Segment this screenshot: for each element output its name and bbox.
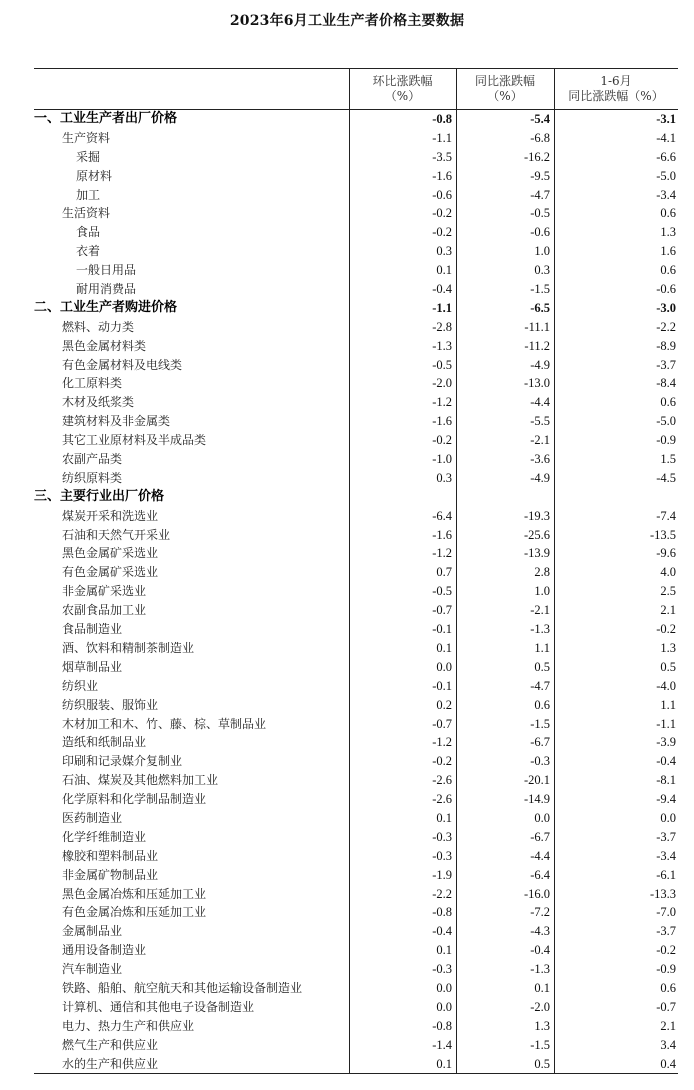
cell-yoy: -6.7 bbox=[530, 829, 550, 844]
cell-mom: 0.3 bbox=[436, 244, 452, 259]
cell-mom: -1.2 bbox=[432, 546, 452, 561]
cell-ytd: 3.4 bbox=[660, 1037, 676, 1052]
row-label: 铁路、船舶、航空航天和其他运输设备制造业 bbox=[62, 980, 303, 995]
cell-yoy: -3.6 bbox=[530, 452, 550, 467]
cell-yoy: -9.5 bbox=[530, 168, 550, 183]
table-row bbox=[34, 885, 678, 904]
cell-ytd: -3.4 bbox=[656, 187, 676, 202]
table-row bbox=[34, 790, 678, 809]
table-row bbox=[34, 242, 678, 261]
table-row bbox=[34, 129, 678, 148]
row-label: 计算机、通信和其他电子设备制造业 bbox=[62, 999, 255, 1014]
cell-yoy: -6.5 bbox=[530, 300, 550, 315]
table-row bbox=[34, 167, 678, 186]
row-label: 耐用消费品 bbox=[76, 282, 137, 297]
cell-ytd: -0.4 bbox=[656, 754, 676, 769]
table-row bbox=[34, 998, 678, 1017]
row-label: 黑色金属冶炼和压延加工业 bbox=[62, 886, 207, 901]
table-row bbox=[34, 337, 678, 356]
cell-mom: 0.0 bbox=[436, 659, 452, 674]
header-ytd-line1: 1-6月 bbox=[600, 74, 632, 88]
price-data-table bbox=[34, 68, 678, 1074]
cell-mom: -2.6 bbox=[432, 792, 452, 807]
table-row bbox=[34, 903, 678, 922]
section-row bbox=[34, 488, 678, 507]
row-label: 化学纤维制造业 bbox=[62, 829, 147, 844]
row-label: 食品制造业 bbox=[62, 622, 123, 637]
cell-ytd: -0.2 bbox=[656, 943, 676, 958]
cell-ytd: -3.0 bbox=[656, 300, 676, 315]
row-label: 金属制品业 bbox=[62, 924, 123, 939]
table-row bbox=[34, 148, 678, 167]
table-row bbox=[34, 356, 678, 375]
cell-ytd: -7.0 bbox=[656, 905, 676, 920]
cell-ytd: -7.4 bbox=[656, 508, 676, 523]
cell-yoy: -2.1 bbox=[530, 603, 550, 618]
cell-yoy: 0.5 bbox=[534, 1056, 550, 1071]
row-label: 造纸和纸制品业 bbox=[62, 735, 147, 750]
row-label: 三、主要行业出厂价格 bbox=[34, 488, 165, 504]
cell-ytd: -8.4 bbox=[656, 376, 676, 391]
cell-mom: -1.4 bbox=[432, 1037, 452, 1052]
table-row bbox=[34, 374, 678, 393]
cell-yoy: 1.3 bbox=[534, 1018, 550, 1033]
cell-ytd: -0.7 bbox=[656, 999, 676, 1014]
cell-yoy: -0.3 bbox=[530, 754, 550, 769]
table-row bbox=[34, 393, 678, 412]
cell-mom: 0.1 bbox=[436, 943, 452, 958]
cell-ytd: 0.5 bbox=[660, 659, 676, 674]
cell-mom: 0.1 bbox=[436, 810, 452, 825]
table-row bbox=[34, 431, 678, 450]
row-label: 农副食品加工业 bbox=[62, 603, 147, 618]
header-ytd bbox=[554, 69, 678, 109]
cell-yoy: -4.9 bbox=[530, 357, 550, 372]
row-label: 生产资料 bbox=[62, 130, 111, 145]
cell-ytd: -13.5 bbox=[649, 527, 676, 542]
row-label: 一般日用品 bbox=[76, 263, 137, 278]
table-row bbox=[34, 412, 678, 431]
cell-mom: -0.8 bbox=[432, 112, 452, 126]
cell-yoy: -14.9 bbox=[523, 792, 550, 807]
cell-mom: -0.6 bbox=[432, 187, 452, 202]
row-label: 橡胶和塑料制品业 bbox=[62, 848, 159, 863]
cell-mom: -0.2 bbox=[432, 433, 452, 448]
cell-ytd: 0.6 bbox=[660, 395, 676, 410]
row-label: 纺织服装、服饰业 bbox=[62, 697, 159, 712]
cell-yoy: -16.0 bbox=[523, 886, 550, 901]
cell-mom: 0.1 bbox=[436, 640, 452, 655]
cell-yoy: -4.7 bbox=[530, 678, 550, 693]
row-label: 农副产品类 bbox=[62, 452, 123, 467]
cell-yoy: -4.3 bbox=[530, 924, 550, 939]
cell-ytd: -8.1 bbox=[656, 773, 676, 788]
cell-yoy: 0.5 bbox=[534, 659, 550, 674]
table-row bbox=[34, 715, 678, 734]
cell-mom: -0.4 bbox=[432, 924, 452, 939]
cell-mom: -1.1 bbox=[432, 300, 452, 315]
row-label: 食品 bbox=[76, 225, 101, 240]
section-row bbox=[34, 110, 678, 129]
cell-yoy: 2.8 bbox=[534, 565, 550, 580]
cell-ytd: -3.7 bbox=[656, 924, 676, 939]
cell-mom: 0.0 bbox=[436, 980, 452, 995]
table-row bbox=[34, 979, 678, 998]
table-row bbox=[34, 544, 678, 563]
row-label: 有色金属冶炼和压延加工业 bbox=[62, 905, 207, 920]
cell-ytd: -3.4 bbox=[656, 848, 676, 863]
cell-yoy: 0.1 bbox=[534, 980, 550, 995]
row-label: 木材及纸浆类 bbox=[62, 395, 135, 410]
cell-ytd: -4.5 bbox=[656, 470, 676, 485]
cell-ytd: -6.6 bbox=[656, 149, 676, 164]
row-label: 印刷和记录媒介复制业 bbox=[62, 754, 183, 769]
row-label: 煤炭开采和洗选业 bbox=[62, 508, 159, 523]
cell-yoy: -11.2 bbox=[524, 338, 550, 353]
cell-yoy: -0.6 bbox=[530, 225, 550, 240]
cell-yoy: -11.1 bbox=[524, 319, 550, 334]
cell-mom: -0.3 bbox=[432, 962, 452, 977]
cell-mom: -1.2 bbox=[432, 735, 452, 750]
cell-ytd: -9.4 bbox=[656, 792, 676, 807]
cell-mom: -2.8 bbox=[432, 319, 452, 334]
table-row bbox=[34, 941, 678, 960]
cell-mom: -1.0 bbox=[432, 452, 452, 467]
cell-yoy: -4.9 bbox=[530, 470, 550, 485]
cell-mom: -0.4 bbox=[432, 282, 452, 297]
cell-mom: -1.6 bbox=[432, 168, 452, 183]
table-row bbox=[34, 601, 678, 620]
cell-yoy: -0.4 bbox=[530, 943, 550, 958]
cell-mom: -2.0 bbox=[432, 376, 452, 391]
cell-mom: 0.1 bbox=[436, 1056, 452, 1071]
table-row bbox=[34, 450, 678, 469]
row-label: 非金属矿物制品业 bbox=[62, 867, 159, 882]
table-row bbox=[34, 469, 678, 488]
cell-mom: -0.2 bbox=[432, 225, 452, 240]
table-row bbox=[34, 922, 678, 941]
row-label: 黑色金属材料类 bbox=[62, 338, 147, 353]
cell-ytd: -0.9 bbox=[656, 962, 676, 977]
cell-ytd: 2.5 bbox=[660, 584, 676, 599]
table-row bbox=[34, 186, 678, 205]
cell-ytd: 0.4 bbox=[660, 1056, 676, 1071]
row-label: 黑色金属矿采选业 bbox=[62, 546, 159, 561]
row-label: 纺织原料类 bbox=[62, 470, 123, 485]
cell-ytd: 2.1 bbox=[660, 603, 676, 618]
cell-mom: -1.9 bbox=[432, 867, 452, 882]
cell-yoy: -5.5 bbox=[530, 414, 550, 429]
table-row bbox=[34, 866, 678, 885]
row-label: 二、工业生产者购进价格 bbox=[34, 299, 178, 315]
cell-mom: -0.8 bbox=[432, 1018, 452, 1033]
cell-ytd: -3.7 bbox=[656, 357, 676, 372]
cell-ytd: 4.0 bbox=[660, 565, 676, 580]
row-label: 化学原料和化学制品制造业 bbox=[62, 792, 207, 807]
row-label: 建筑材料及非金属类 bbox=[62, 414, 171, 429]
cell-mom: -3.5 bbox=[432, 149, 452, 164]
cell-mom: -0.7 bbox=[432, 603, 452, 618]
cell-yoy: -6.7 bbox=[530, 735, 550, 750]
cell-mom: -0.3 bbox=[432, 829, 452, 844]
header-mom bbox=[349, 69, 456, 109]
cell-ytd: -8.9 bbox=[656, 338, 676, 353]
table-row bbox=[34, 771, 678, 790]
row-label: 原材料 bbox=[76, 168, 113, 183]
cell-mom: -6.4 bbox=[432, 508, 452, 523]
row-label: 木材加工和木、竹、藤、棕、草制品业 bbox=[62, 716, 267, 731]
cell-mom: 0.1 bbox=[436, 263, 452, 278]
table-row bbox=[34, 733, 678, 752]
row-label: 燃气生产和供应业 bbox=[62, 1037, 159, 1052]
cell-ytd: 1.1 bbox=[660, 697, 676, 712]
table-header bbox=[34, 69, 678, 110]
cell-ytd: -6.1 bbox=[656, 867, 676, 882]
table-row bbox=[34, 261, 678, 280]
cell-mom: -1.3 bbox=[432, 338, 452, 353]
cell-yoy: -16.2 bbox=[523, 149, 550, 164]
table-row bbox=[34, 677, 678, 696]
cell-ytd: 2.1 bbox=[660, 1018, 676, 1033]
cell-yoy: -6.8 bbox=[530, 130, 550, 145]
cell-ytd: 0.0 bbox=[660, 810, 676, 825]
table-row bbox=[34, 582, 678, 601]
cell-ytd: 1.6 bbox=[660, 244, 676, 259]
cell-yoy: -20.1 bbox=[523, 773, 550, 788]
row-label: 汽车制造业 bbox=[62, 962, 123, 977]
cell-mom: -0.1 bbox=[432, 622, 452, 637]
cell-ytd: 1.3 bbox=[660, 640, 676, 655]
table-row bbox=[34, 563, 678, 582]
cell-ytd: -0.9 bbox=[656, 433, 676, 448]
cell-mom: -0.8 bbox=[432, 905, 452, 920]
row-label: 化工原料类 bbox=[62, 376, 123, 391]
row-label: 其它工业原材料及半成品类 bbox=[62, 433, 207, 448]
cell-mom: -1.6 bbox=[432, 414, 452, 429]
table-row bbox=[34, 507, 678, 526]
cell-mom: -0.5 bbox=[432, 584, 452, 599]
cell-ytd: -5.0 bbox=[656, 414, 676, 429]
cell-mom: -0.1 bbox=[432, 678, 452, 693]
cell-yoy: -2.0 bbox=[530, 999, 550, 1014]
row-label: 非金属矿采选业 bbox=[62, 584, 147, 599]
cell-mom: 0.7 bbox=[436, 565, 452, 580]
row-label: 酒、饮料和精制茶制造业 bbox=[62, 640, 195, 655]
cell-mom: 0.3 bbox=[436, 470, 452, 485]
cell-ytd: -13.3 bbox=[649, 886, 676, 901]
cell-mom: -1.2 bbox=[432, 395, 452, 410]
row-label: 采掘 bbox=[76, 149, 101, 164]
cell-yoy: 0.0 bbox=[534, 810, 550, 825]
section-row bbox=[34, 299, 678, 318]
header-yoy-line1: 同比涨跌幅 bbox=[474, 74, 535, 88]
cell-yoy: 1.1 bbox=[534, 640, 550, 655]
cell-yoy: 1.0 bbox=[534, 584, 550, 599]
header-mom-line1: 环比涨跌幅 bbox=[372, 74, 433, 88]
table-row bbox=[34, 639, 678, 658]
cell-ytd: -3.7 bbox=[656, 829, 676, 844]
header-ytd-line2: 同比涨跌幅（%） bbox=[568, 89, 664, 103]
row-label: 电力、热力生产和供应业 bbox=[62, 1018, 195, 1033]
cell-yoy: -19.3 bbox=[523, 508, 550, 523]
table-row bbox=[34, 960, 678, 979]
cell-ytd: -2.2 bbox=[656, 319, 676, 334]
cell-yoy: -4.7 bbox=[530, 187, 550, 202]
cell-mom: 0.2 bbox=[436, 697, 452, 712]
cell-yoy: 0.6 bbox=[534, 697, 550, 712]
header-yoy bbox=[456, 69, 554, 109]
table-row bbox=[34, 526, 678, 545]
cell-ytd: 0.6 bbox=[660, 263, 676, 278]
cell-yoy: 0.3 bbox=[534, 263, 550, 278]
row-label: 石油、煤炭及其他燃料加工业 bbox=[62, 773, 219, 788]
row-label: 有色金属矿采选业 bbox=[62, 565, 159, 580]
row-label: 通用设备制造业 bbox=[62, 943, 147, 958]
table-row bbox=[34, 620, 678, 639]
table-row bbox=[34, 809, 678, 828]
table-row bbox=[34, 696, 678, 715]
cell-ytd: 0.6 bbox=[660, 980, 676, 995]
cell-ytd: -0.2 bbox=[656, 622, 676, 637]
header-mom-line2: （%） bbox=[384, 89, 421, 103]
cell-yoy: -1.3 bbox=[530, 622, 550, 637]
header-yoy-line2: （%） bbox=[487, 89, 523, 103]
row-label: 生活资料 bbox=[62, 206, 111, 221]
cell-ytd: -4.0 bbox=[656, 678, 676, 693]
table-row bbox=[34, 318, 678, 337]
cell-mom: -0.5 bbox=[432, 357, 452, 372]
cell-yoy: -13.9 bbox=[523, 546, 550, 561]
cell-mom: -1.1 bbox=[432, 130, 452, 145]
row-label: 水的生产和供应业 bbox=[62, 1056, 159, 1071]
cell-ytd: 1.5 bbox=[660, 452, 676, 467]
page-title: 2023年6月工业生产者价格主要数据 bbox=[229, 13, 465, 29]
table-row bbox=[34, 1036, 678, 1055]
cell-ytd: -4.1 bbox=[656, 130, 676, 145]
cell-yoy: -4.4 bbox=[530, 848, 550, 863]
table-body bbox=[34, 110, 678, 1073]
cell-mom: -2.2 bbox=[432, 886, 452, 901]
cell-yoy: -1.3 bbox=[530, 962, 550, 977]
cell-mom: -1.6 bbox=[432, 527, 452, 542]
row-label: 有色金属材料及电线类 bbox=[62, 357, 183, 372]
cell-ytd: 0.6 bbox=[660, 206, 676, 221]
cell-yoy: -25.6 bbox=[523, 527, 550, 542]
cell-yoy: -2.1 bbox=[530, 433, 550, 448]
cell-yoy: -1.5 bbox=[530, 1037, 550, 1052]
cell-mom: 0.0 bbox=[436, 999, 452, 1014]
table-row bbox=[34, 752, 678, 771]
table-row bbox=[34, 1017, 678, 1036]
table-row bbox=[34, 280, 678, 299]
cell-yoy: -13.0 bbox=[523, 376, 550, 391]
table-row bbox=[34, 828, 678, 847]
row-label: 医药制造业 bbox=[62, 810, 123, 825]
cell-mom: -2.6 bbox=[432, 773, 452, 788]
cell-yoy: -1.5 bbox=[530, 282, 550, 297]
row-label: 石油和天然气开采业 bbox=[62, 527, 171, 542]
cell-mom: -0.2 bbox=[432, 754, 452, 769]
cell-yoy: -1.5 bbox=[530, 716, 550, 731]
row-label: 燃料、动力类 bbox=[62, 319, 135, 334]
row-label: 衣着 bbox=[76, 244, 101, 259]
cell-yoy: -6.4 bbox=[530, 867, 550, 882]
row-label: 烟草制品业 bbox=[62, 659, 123, 674]
cell-yoy: 1.0 bbox=[534, 244, 550, 259]
cell-ytd: -3.9 bbox=[656, 735, 676, 750]
table-row bbox=[34, 204, 678, 223]
row-label: 一、工业生产者出厂价格 bbox=[34, 111, 178, 126]
table-row bbox=[34, 847, 678, 866]
cell-ytd: 1.3 bbox=[660, 225, 676, 240]
cell-ytd: -9.6 bbox=[656, 546, 676, 561]
cell-mom: -0.3 bbox=[432, 848, 452, 863]
table-row bbox=[34, 223, 678, 242]
table-row bbox=[34, 1055, 678, 1074]
cell-yoy: -4.4 bbox=[530, 395, 550, 410]
cell-mom: -0.2 bbox=[432, 206, 452, 221]
row-label: 加工 bbox=[76, 187, 101, 202]
row-label: 纺织业 bbox=[62, 678, 99, 693]
cell-ytd: -0.6 bbox=[656, 282, 676, 297]
table-row bbox=[34, 658, 678, 677]
cell-yoy: -7.2 bbox=[530, 905, 550, 920]
cell-ytd: -5.0 bbox=[656, 168, 676, 183]
cell-yoy: -0.5 bbox=[530, 206, 550, 221]
cell-mom: -0.7 bbox=[432, 716, 452, 731]
cell-yoy: -5.4 bbox=[530, 112, 550, 126]
cell-ytd: -1.1 bbox=[656, 716, 676, 731]
cell-ytd: -3.1 bbox=[656, 112, 676, 126]
